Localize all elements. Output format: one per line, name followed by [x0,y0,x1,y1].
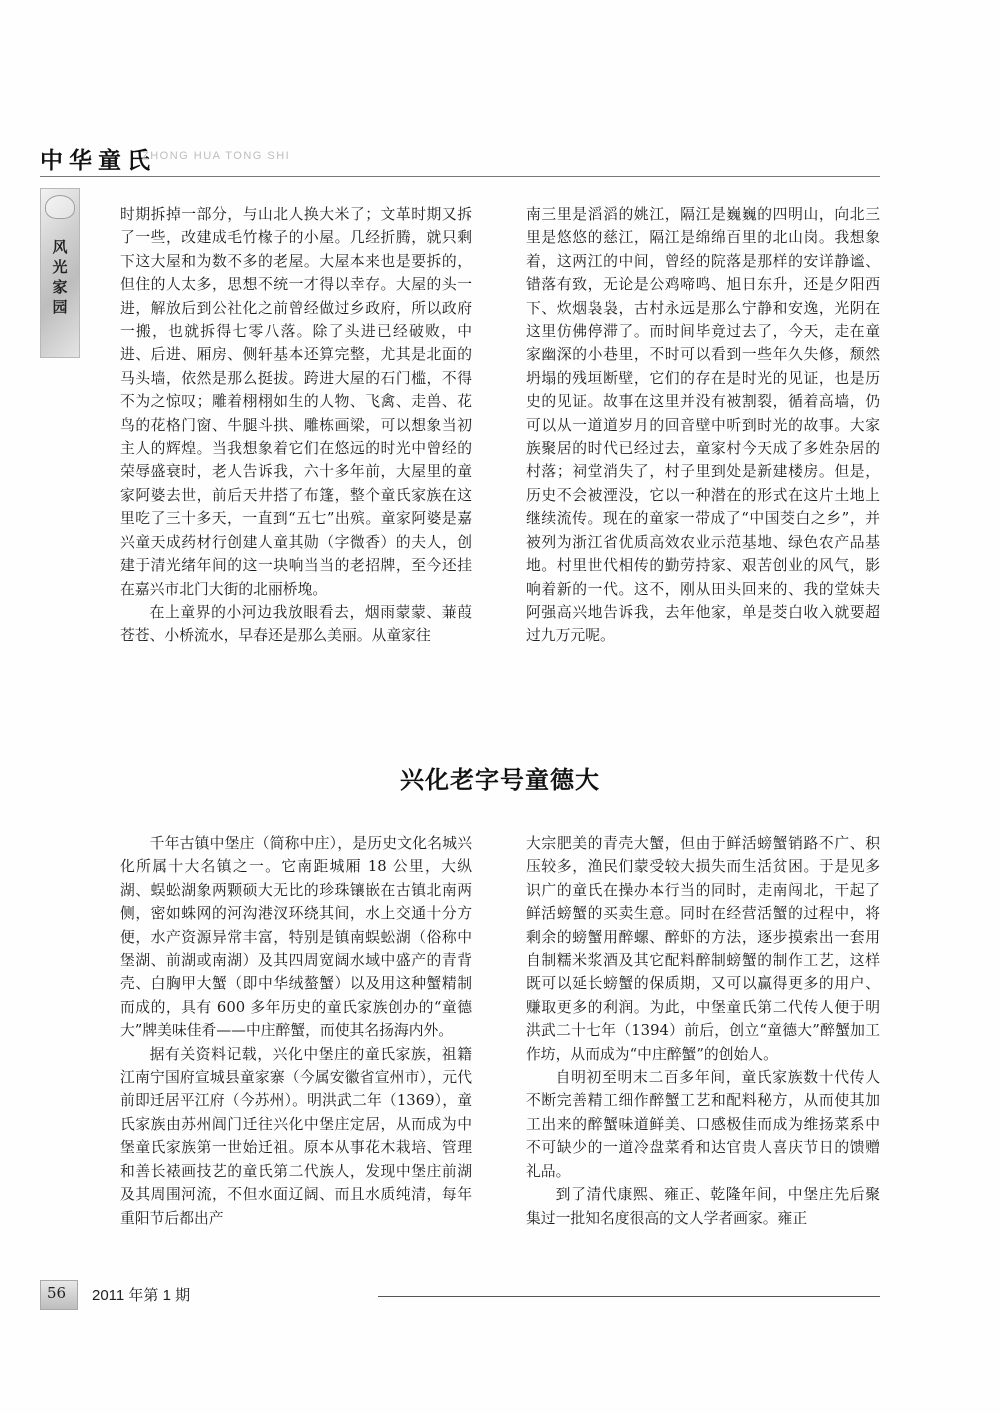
paragraph: 到了清代康熙、雍正、乾隆年间，中堡庄先后聚集过一批知名度很高的文人学者画家。雍正 [526,1186,880,1227]
paragraph: 千年古镇中堡庄（简称中庄），是历史文化名城兴化所属十大名镇之一。它南距城厢 18 公里，大纵湖、蜈蚣湖象两颗硕大无比的珍珠镶嵌在古镇北南两侧，密如蛛网的河沟港汊环绕其间，水上交通十分方便，水产资源异常丰富，特别是镇南蜈蚣湖（俗称中堡湖、前湖或南湖）及其四周宽阔水域中盛产的青背壳、白胸甲大蟹（即中华绒螯蟹）以及用这种蟹精制而成的，具有 600 多年历史的童氏家族创办的“童德大”牌美味佳肴——中庄醉蟹，而使其名扬海内外。 [120,835,472,1040]
ornament-icon [45,195,75,219]
page-number: 56 [47,1284,67,1302]
article1-left-column [120,203,472,648]
magazine-brand: 中华童氏 [40,147,156,174]
paragraph: 时期拆掉一部分，与山北人换大米了；文革时期又拆了一些，改建成毛竹椽子的小屋。几经折腾，就只剩下这大屋和为数不多的老屋。大屋本来也是要拆的，但住的人太多，思想不统一才得以幸存。大屋的头一进，解放后到公社化之前曾经做过乡政府，所以政府一搬，也就拆得七零八落。除了头进已经破败，中进、后进、厢房、侧轩基本还算完整，尤其是北面的马头墙，依然是那么挺拔。跨进大屋的石门槛，不得不为之惊叹；雕着栩栩如生的人物、飞禽、走兽、花鸟的花格门窗、牛腿斗拱、雕栋画梁，可以想象当初主人的辉煌。当我想象着它们在悠远的时光中曾经的荣辱盛衰时，老人告诉我，六十多年前，大屋里的童家阿婆去世，前后天井搭了布篷，整个童氏家族在这里吃了三十多天，一直到“五七”出殡。童家阿婆是嘉兴童天成药材行创建人童其勋（字微香）的夫人，创建于清光绪年间的这一块响当当的老招牌，至今还挂在嘉兴市北门大街的北丽桥堍。 [120,206,472,598]
footer-divider [378,1296,880,1297]
article2-right-column [526,832,880,1230]
page-footer [40,1280,880,1310]
magazine-brand-pinyin: ZHONG HUA TONG SHI [142,150,291,162]
article-title: 兴化老字号童德大 [400,765,600,794]
article1-right-column [526,203,880,648]
header-divider [40,176,880,177]
article2-left-column [120,832,472,1230]
page-number-badge [40,1280,78,1310]
paragraph: 南三里是滔滔的姚江，隔江是巍巍的四明山，向北三里是悠悠的慈江，隔江是绵绵百里的北山岗。我想象着，这两江的中间，曾经的院落是那样的安详静谧、错落有致，无论是公鸡啼鸣、旭日东升，还是夕阳西下、炊烟袅袅，古村永远是那么宁静和安逸，光阴在这里仿佛停滞了。而时间毕竟过去了，今天，走在童家幽深的小巷里，不时可以看到一些年久失修，颓然坍塌的残垣断壁，它们的存在是时光的见证，也是历史的见证。故事在这里并没有被割裂，循着高墙，仍可以从一道道岁月的回音壁中听到时光的故事。大家族聚居的时代已经过去，童家村今天成了多姓杂居的村落；祠堂消失了，村子里到处是新建楼房。但是，历史不会被湮没，它以一种潜在的形式在这片土地上继续流传。现在的童家一带成了“中国茭白之乡”，并被列为浙江省优质高效农业示范基地、绿色农产品基地。村里世代相传的勤劳持家、艰苦创业的风气，影响着新的一代。这不，刚从田头回来的、我的堂妹夫阿强高兴地告诉我，去年他家，单是茭白收入就要超过九万元呢。 [526,206,880,645]
paragraph: 大宗肥美的青壳大蟹，但由于鲜活螃蟹销路不广、积压较多，渔民们蒙受较大损失而生活贫困。于是见多识广的童氏在操办本行当的同时，走南闯北，干起了鲜活螃蟹的买卖生意。同时在经营活蟹的过程中，将剩余的螃蟹用醉螺、醉虾的方法，逐步摸索出一套用自制糯米浆酒及其它配料醉制螃蟹的制作工艺，这样既可以延长螃蟹的保质期，又可以赢得更多的用户、赚取更多的利润。为此，中堡童氏第二代传人便于明洪武二十七年（1394）前后，创立“童德大”醉蟹加工作坊，从而成为“中庄醉蟹”的创始人。 [526,835,880,1063]
page-header [40,142,880,182]
paragraph: 在上童界的小河边我放眼看去，烟雨蒙蒙、蒹葭苍苍、小桥流水，早春还是那么美丽。从童家往 [120,603,472,645]
paragraph: 据有关资料记载，兴化中堡庄的童氏家族，祖籍江南宁国府宣城县童家寨（今属安徽省宣州市），元代前即迁居平江府（今苏州）。明洪武二年（1369），童氏家族由苏州阊门迁往兴化中堡庄定居，从而成为中堡童氏家族第一世始迁祖。原本从事花木栽培、管理和善长裱画技艺的童氏第二代族人，发现中堡庄前湖及其周围河流，不但水面辽阔、而且水质纯清，每年重阳节后都出产 [120,1045,472,1227]
paragraph: 自明初至明末二百多年间，童氏家族数十代传人不断完善精工细作醉蟹工艺和配料秘方，从而使其加工出来的醉蟹味道鲜美、口感极佳而成为维扬菜系中不可缺少的一道冷盘菜肴和达官贵人喜庆节日的馈赠礼品。 [526,1069,880,1180]
issue-label: 2011 年第 1 期 [92,1287,191,1304]
section-tab [40,188,80,358]
section-label: 风光家园 [52,238,68,316]
